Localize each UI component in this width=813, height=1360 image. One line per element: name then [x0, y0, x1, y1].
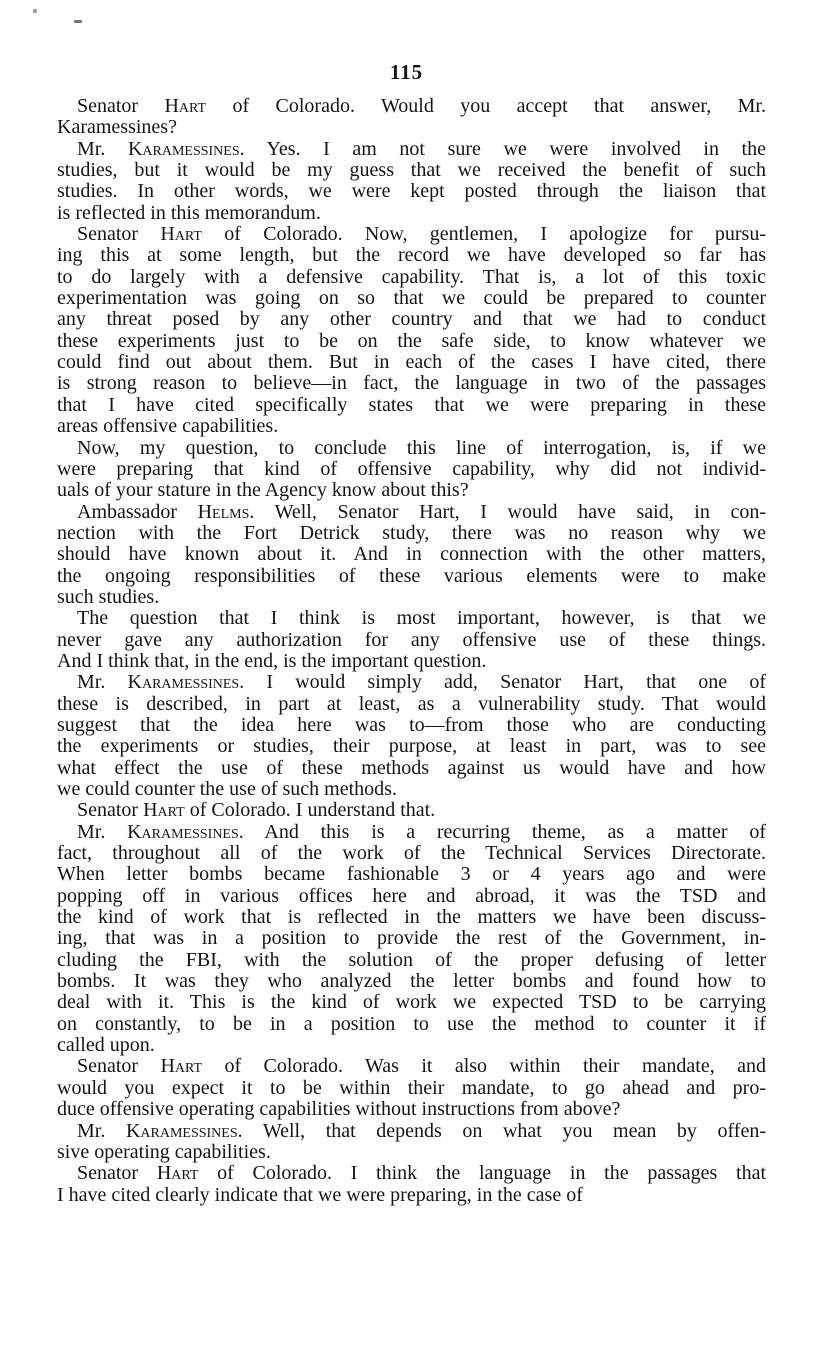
text-segment: called upon. [57, 1034, 155, 1057]
text-line [57, 459, 766, 480]
speaker-name: Hart [143, 799, 185, 822]
text-segment: the kind of work that is reflected in the matters we have been discuss- [57, 906, 766, 929]
text-segment: of Colorado. I understand that. [184, 799, 436, 822]
transcript-body [57, 96, 766, 1206]
text-line [57, 800, 766, 821]
text-segment: could find out about them. But in each of the cases I have cited, there [57, 351, 766, 374]
text-segment: nection with the Fort Detrick study, there was no reason why we [57, 521, 766, 544]
speaker-name: Hart [164, 95, 207, 117]
text-segment: of Colorado. Would you accept that answer, Mr. [206, 95, 766, 117]
text-line [57, 950, 766, 971]
text-segment: these experiments just to be on the safe side, to know whatever we [57, 329, 766, 352]
text-line [57, 566, 766, 587]
text-line [57, 1163, 766, 1184]
transcript-paragraph [57, 672, 766, 800]
text-segment: Mr. [77, 137, 128, 160]
text-segment: is strong reason to believe—in fact, the language in two of the passages [57, 372, 766, 395]
text-line [57, 502, 766, 523]
text-line [57, 864, 766, 885]
text-segment: Senator [77, 799, 144, 822]
text-segment: Senator [77, 1162, 157, 1185]
text-segment: Mr. [77, 1119, 126, 1142]
text-segment: uals of your stature in the Agency know about this? [57, 479, 469, 502]
text-line [57, 886, 766, 907]
text-segment: we could counter the use of such methods. [57, 778, 397, 800]
text-segment: popping off in various offices here and abroad, it was the TSD and [57, 884, 766, 907]
text-segment: suggest that the idea here was to—from those who are conducting [57, 713, 766, 736]
text-segment: duce offensive operating capabilities without instructions from above? [57, 1098, 621, 1121]
text-segment: should have known about it. And in connection with the other matters, [57, 543, 766, 566]
text-line [57, 1014, 766, 1035]
text-segment: . Well, Senator Hart, I would have said, in con- [249, 500, 766, 523]
text-segment: studies, but it would be my guess that we received the benefit of such [57, 159, 766, 182]
text-segment: fact, throughout all of the work of the Technical Services Directorate. [57, 842, 766, 865]
text-line [57, 96, 766, 117]
text-line [57, 779, 766, 800]
text-line [57, 523, 766, 544]
text-line [57, 822, 766, 843]
speaker-name: Karamessines [125, 1119, 238, 1142]
text-line [57, 608, 766, 629]
text-line [57, 181, 766, 202]
page-number: 115 [389, 60, 424, 84]
text-segment: cluding the FBI, with the solution of the proper defusing of letter [57, 948, 766, 971]
speaker-name: Karamessines [127, 820, 239, 843]
transcript-paragraph [57, 438, 766, 502]
transcript-paragraph [57, 224, 766, 437]
speaker-name: Karamessines [127, 137, 240, 160]
speaker-name: Hart [160, 1055, 203, 1078]
text-segment: And I think that, in the end, is the important question. [57, 649, 487, 672]
text-line [57, 630, 766, 651]
text-line [57, 715, 766, 736]
text-line [57, 267, 766, 288]
text-line [57, 672, 766, 693]
text-line [57, 352, 766, 373]
scan-artifact [33, 9, 37, 13]
text-line [57, 694, 766, 715]
text-line [57, 224, 766, 245]
transcript-paragraph [57, 1056, 766, 1120]
text-segment: sive operating capabilities. [57, 1140, 271, 1163]
text-segment: the experiments or studies, their purpose, at least in part, was to see [57, 735, 766, 758]
text-line [57, 438, 766, 459]
text-segment: Senator [77, 95, 165, 117]
text-segment: of Colorado. I think the language in the passages that [198, 1162, 767, 1185]
text-segment: Now, my question, to conclude this line of interrogation, is, if we [77, 436, 766, 459]
transcript-paragraph [57, 800, 766, 821]
text-segment: to do largely with a defensive capability. That is, a lot of this toxic [57, 265, 766, 288]
text-segment: Senator [77, 1055, 161, 1078]
text-line [57, 1099, 766, 1120]
text-segment: The question that I think is most important, however, is that we [77, 607, 766, 630]
text-segment: these is described, in part at least, as a vulnerability study. That would [57, 692, 766, 715]
text-segment: of Colorado. Now, gentlemen, I apologize for pursu- [201, 223, 767, 246]
text-segment: I have cited clearly indicate that we were preparing, in the case of [57, 1183, 583, 1206]
text-segment: Mr. [77, 820, 128, 843]
text-segment: on constantly, to be in a position to use the method to counter it if [57, 1012, 766, 1035]
text-segment: . Well, that depends on what you mean by offen- [237, 1119, 766, 1142]
text-segment: . Yes. I am not sure we were involved in the [239, 137, 766, 160]
transcript-paragraph [57, 608, 766, 672]
text-segment: what effect the use of these methods against us would have and how [57, 756, 766, 779]
text-segment: experimentation was going on so that we could be prepared to counter [57, 287, 766, 310]
text-line [57, 971, 766, 992]
speaker-name: Hart [160, 223, 202, 246]
text-line [57, 139, 766, 160]
text-segment: Ambassador [77, 500, 198, 523]
text-segment: . And this is a recurring theme, as a matter of [238, 820, 766, 843]
text-segment: such studies. [57, 585, 160, 608]
text-segment: never gave any authorization for any offensive use of these things. [57, 628, 766, 651]
text-segment: deal with it. This is the kind of work we expected TSD to be carrying [57, 991, 766, 1014]
text-segment: is reflected in this memorandum. [57, 201, 321, 224]
text-segment: ing this at some length, but the record we have developed so far has [57, 244, 766, 267]
text-segment: areas offensive capabilities. [57, 415, 279, 438]
text-line [57, 203, 766, 224]
text-line [57, 416, 766, 437]
text-segment: Senator [77, 223, 161, 246]
text-line [57, 288, 766, 309]
text-line [57, 736, 766, 757]
text-segment: that I have cited specifically states that we were preparing in these [57, 393, 766, 416]
text-line [57, 907, 766, 928]
text-line [57, 331, 766, 352]
text-line [57, 1185, 766, 1206]
text-line [57, 1056, 766, 1077]
text-line [57, 587, 766, 608]
text-segment: When letter bombs became fashionable 3 or 4 years ago and were [57, 863, 766, 886]
text-line [57, 395, 766, 416]
text-segment: ing, that was in a position to provide the rest of the Government, in- [57, 927, 766, 950]
text-line [57, 1035, 766, 1056]
text-segment: would you expect it to be within their mandate, to go ahead and pro- [57, 1076, 766, 1099]
text-segment: Mr. [77, 671, 128, 694]
transcript-paragraph [57, 502, 766, 609]
text-line [57, 843, 766, 864]
text-line [57, 928, 766, 949]
text-line [57, 758, 766, 779]
text-segment: any threat posed by any other country and that we had to conduct [57, 308, 766, 331]
text-segment: of Colorado. Was it also within their mandate, and [202, 1055, 766, 1078]
speaker-name: Helms [197, 500, 250, 523]
speaker-name: Hart [156, 1162, 199, 1185]
text-line [57, 245, 766, 266]
transcript-paragraph [57, 96, 766, 139]
text-segment: . I would simply add, Senator Hart, that one of [239, 671, 766, 694]
text-line [57, 1121, 766, 1142]
text-segment: the ongoing responsibilities of these various elements were to make [57, 564, 766, 587]
text-line [57, 1142, 766, 1163]
transcript-paragraph [57, 139, 766, 224]
speaker-name: Karamessines [127, 671, 240, 694]
transcript-paragraph [57, 1163, 766, 1206]
text-line [57, 373, 766, 394]
text-segment: Karamessines? [57, 116, 177, 139]
text-line [57, 309, 766, 330]
text-line [57, 117, 766, 138]
text-line [57, 480, 766, 501]
transcript-paragraph [57, 1121, 766, 1164]
text-segment: studies. In other words, we were kept posted through the liaison that [57, 180, 766, 203]
text-line [57, 544, 766, 565]
text-line [57, 992, 766, 1013]
text-line [57, 1078, 766, 1099]
text-line [57, 651, 766, 672]
transcript-paragraph [57, 822, 766, 1057]
text-segment: bombs. It was they who analyzed the letter bombs and found how to [57, 970, 766, 993]
text-line [57, 160, 766, 181]
text-segment: were preparing that kind of offensive capability, why did not individ- [57, 457, 766, 480]
scan-artifact [74, 20, 82, 23]
